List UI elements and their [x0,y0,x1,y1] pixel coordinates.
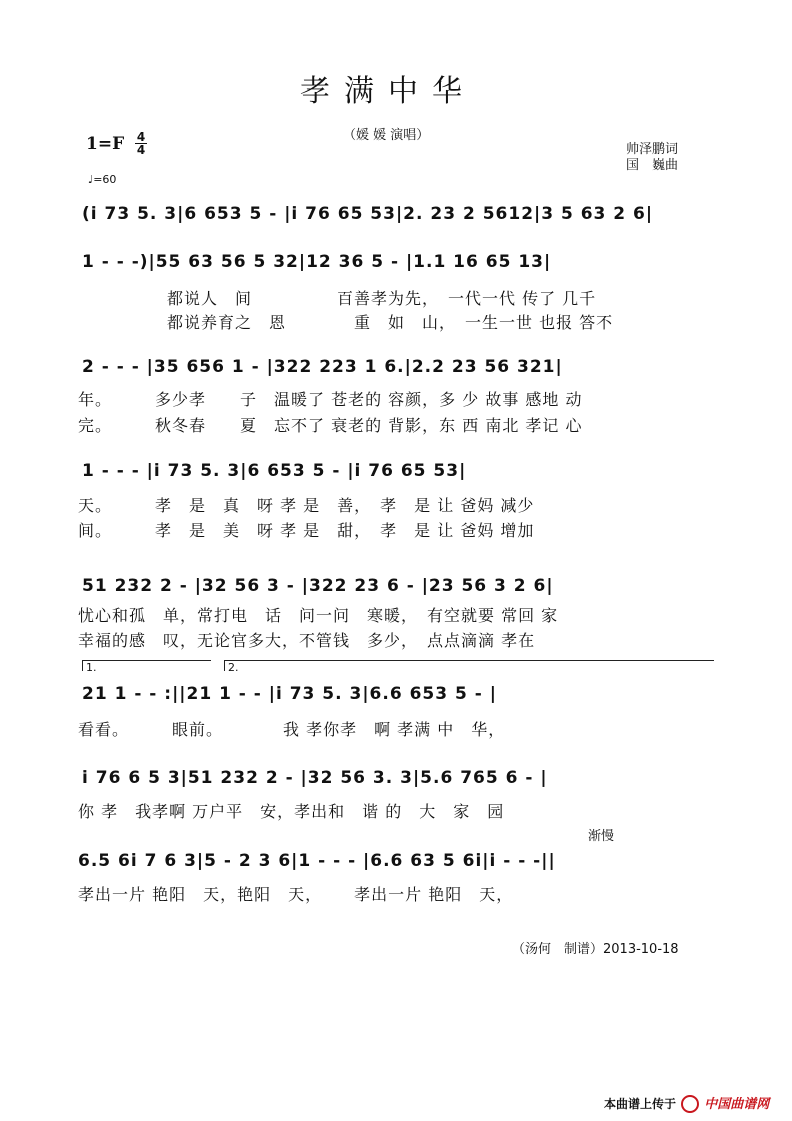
time-signature-top: 4 [136,130,146,144]
volta-bracket-2 [224,660,714,674]
score-row-1-notes: (i̇ 73 5. 3|6 653 5 - |i̇ 76 65 53|2. 23 2 5612|3 5 63 2 6| [82,204,654,224]
score-row-6-notes: 21 1 - - :||21 1 - - |i̇ 73 5. 3|6.6 653 5 - | [82,684,497,704]
score-row-4-lyrics-verse-2: 间。 孝 是 美 呀 孝 是 甜， 孝 是 让 爸妈 增加 [78,521,535,540]
score-row-5-lyrics-verse-1: 忧心和孤 单，常打电 话 问一问 寒暖， 有空就要 常回 家 [78,606,559,625]
score-row-3-lyrics-verse-1: 年。 多少孝 子 温暖了 苍老的 容颜，多 少 故事 感地 动 [78,390,583,409]
time-signature [135,131,147,156]
volta-bracket-1 [82,660,211,674]
score-row-4-lyrics-verse-1: 天。 孝 是 真 呀 孝 是 善， 孝 是 让 爸妈 减少 [78,496,535,515]
ritardando-marking: 渐慢 [588,829,615,844]
key-signature: 1=F [86,134,125,154]
score-row-5-lyrics-verse-2: 幸福的感 叹，无论官多大，不管钱 多少， 点点滴滴 孝在 [78,631,536,650]
time-signature-bottom: 4 [136,143,146,157]
lyricist-credit: 帅泽鹏词 [626,142,679,157]
composer-credit: 国 巍曲 [626,158,679,173]
site-logo-icon [681,1095,699,1113]
score-row-3-notes: 2 - - - |35 656 1 - |322 223 1 6.|2.2 23 56 321| [82,357,563,377]
score-row-3-lyrics-verse-2: 完。 秋冬春 夏 忘不了 衰老的 背影，东 西 南北 孝记 心 [78,416,583,435]
score-row-2-notes: 1 - - -)|55 63 56 5 32|12 36 5 - |1.1 16 65 13| [82,252,552,272]
singer-credit: （媛 媛 演唱） [343,128,430,143]
page-title: 孝满中华 [300,74,476,109]
score-row-2-lyrics-verse-2: 都说养育之 恩 重 如 山， 一生一世 也报 答不 [82,313,614,332]
volta-1-label: 1. [86,661,97,674]
upload-note: 本曲谱上传于 [604,1097,677,1111]
score-row-7-lyrics: 你 孝 我孝啊 万户平 安，孝出和 谐 的 大 家 园 [78,802,505,821]
site-brand: 中国曲谱网 [704,1097,770,1112]
score-row-4-notes: 1 - - - |i̇ 73 5. 3|6 653 5 - |i̇ 76 65 53| [82,461,467,481]
tempo-marking: ♩=60 [88,173,117,186]
score-row-8-notes: 6.5 6i̇ 7 6 3|5 - 2 3 6|1 - - - |6.6 63 5 6i̇|i̇ - - -|| [78,851,556,871]
score-row-5-notes: 51 232 2 - |32 56 3 - |322 23 6 - |23 56 3 2 6| [82,576,554,596]
upload-footer [604,1093,769,1113]
transcriber-credit: （汤何 制谱）2013-10-18 [512,942,679,957]
score-row-7-notes: i̇ 76 6 5 3|51 232 2 - |32 56 3. 3|5.6 765 6 - | [82,768,548,788]
volta-2-label: 2. [228,661,239,674]
score-row-6-lyrics: 看看。 眼前。 我 孝你孝 啊 孝满 中 华， [78,720,506,739]
score-row-8-lyrics: 孝出一片 艳阳 天，艳阳 天， 孝出一片 艳阳 天， [78,885,514,904]
score-row-2-lyrics-verse-1: 都说人 间 百善孝为先， 一代一代 传了 几千 [82,289,597,308]
